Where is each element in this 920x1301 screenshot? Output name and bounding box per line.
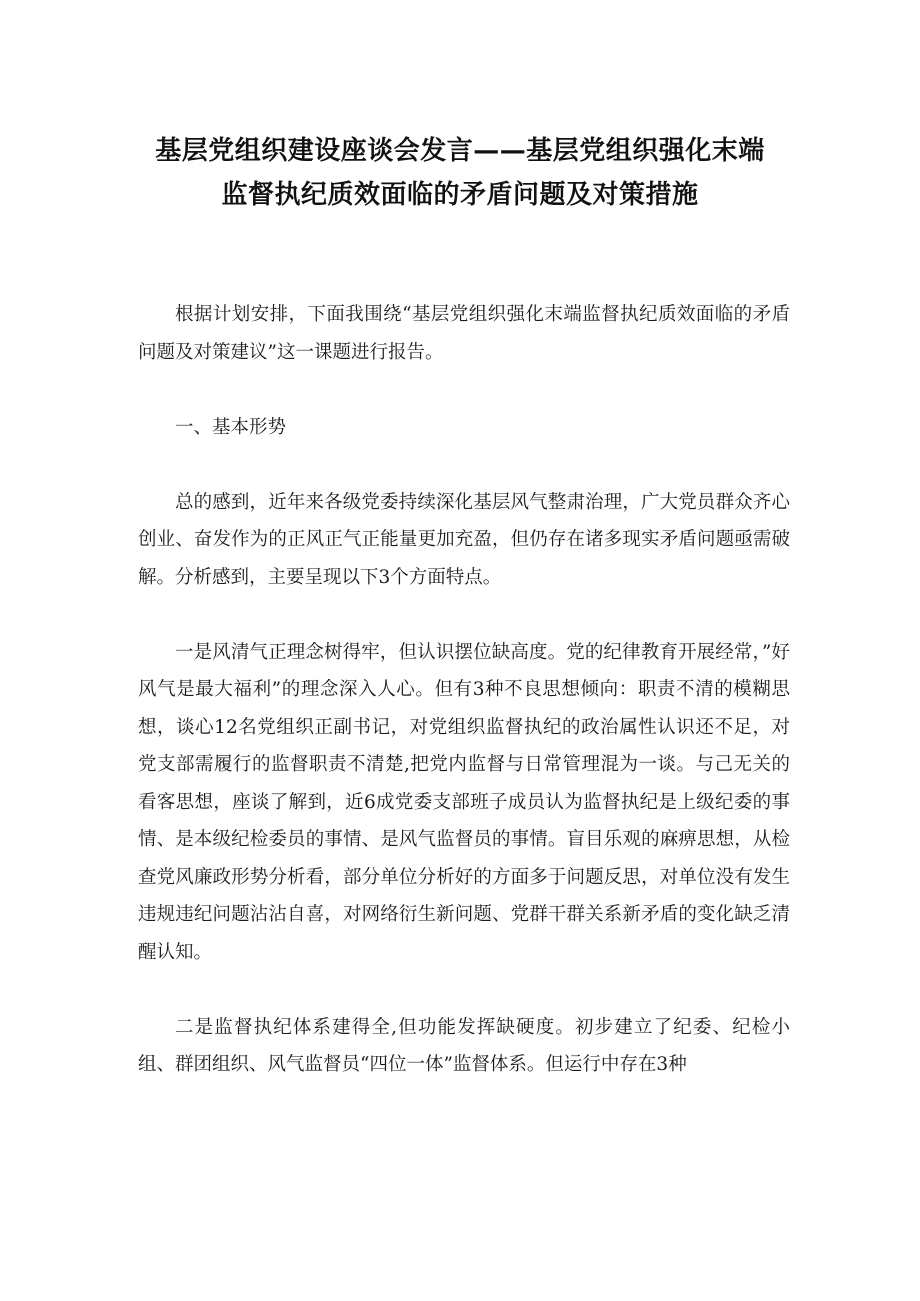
document-title	[100, 129, 820, 217]
document-body	[138, 296, 790, 1121]
point-one-paragraph: 一是风清气正理念树得牢，但认识摆位缺高度。党的纪律教育开展经常，”好风气是最大福利”的理念深入人心。但有3种不良思想倾向：职责不清的模糊思想，谈心12名党组织正副书记，对党组织监督执纪的政治属性认识还不足，对党支部需履行的监督职责不清楚,把党内监督与日常管理混为一谈。与己无关的看客思想，座谈了解到，近6成党委支部班子成员认为监督执纪是上级纪委的事情、是本级纪检委员的事情、是风气监督员的事情。盲目乐观的麻痹思想，从检查党风廉政形势分析看，部分单位分析好的方面多于问题反思，对单位没有发生违规违纪问题沾沾自喜，对网络衍生新问题、党群干群关系新矛盾的变化缺乏清醒认知。	[138, 641, 790, 963]
point-two-paragraph: 二是监督执纪体系建得全,但功能发挥缺硬度。初步建立了纪委、纪检小组、群团组织、风气监督员“四位一体”监督体系。但运行中存在3种	[138, 1016, 790, 1075]
overview-paragraph: 总的感到，近年来各级党委持续深化基层风气整肃治理，广大党员群众齐心创业、奋发作为的正风正气正能量更加充盈，但仍存在诸多现实矛盾问题亟需破解。分析感到，主要呈现以下3个方面特点。	[138, 491, 790, 588]
title-line-1: 基层党组织建设座谈会发言——基层党组织强化末端	[155, 136, 765, 167]
section-heading-basic-situation: 一、基本形势	[175, 416, 287, 438]
title-line-2: 监督执纪质效面临的矛盾问题及对策措施	[221, 180, 699, 211]
intro-paragraph: 根据计划安排，下面我围绕“基层党组织强化末端监督执纪质效面临的矛盾问题及对策建议”这一课题进行报告。	[138, 304, 790, 363]
